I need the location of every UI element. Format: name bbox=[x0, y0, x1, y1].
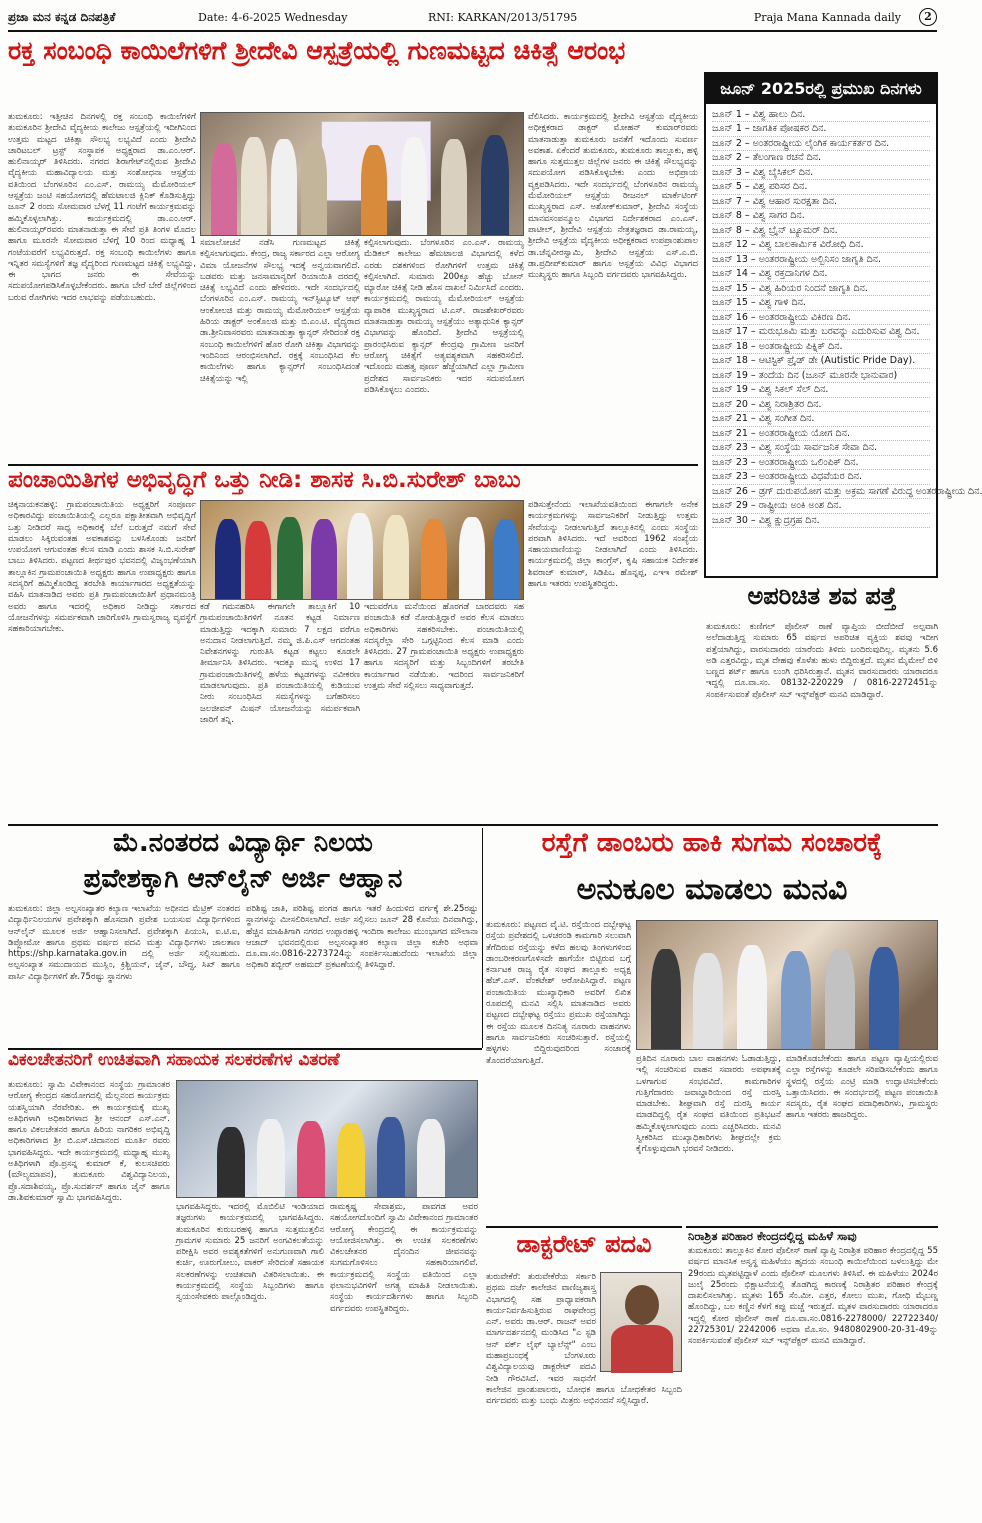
june-day-item: ಜೂನ್ 30 – ವಿಶ್ವ ಕ್ಷುದ್ರಗ್ರಹ ದಿನ. bbox=[712, 514, 930, 528]
june-day-item: ಜೂನ್ 29 – ರಾಷ್ಟ್ರೀಯ ಅಂಕಿ ಅಂಶ ದಿನ. bbox=[712, 499, 930, 513]
june-day-item: ಜೂನ್ 1 – ಜಾಗತಿಕ ಪೋಷಕರ ದಿನ. bbox=[712, 122, 930, 136]
paper-name: Praja Mana Kannada daily bbox=[753, 10, 901, 24]
issue-date: Date: 4-6-2025 Wednesday bbox=[198, 10, 348, 24]
june-day-item: ಜೂನ್ 16 – ಅಂತರರಾಷ್ಟ್ರೀಯ ವಿಕಿರಣ ದಿನ. bbox=[712, 311, 930, 325]
divider bbox=[482, 828, 483, 1048]
june-day-item: ಜೂನ್ 12 – ವಿಶ್ವ ಬಾಲಕಾರ್ಮಿಕ ವಿರೋಧಿ ದಿನ. bbox=[712, 238, 930, 252]
story2-col4: ಪಡಿಸುತ್ತೇನೆಂದು ಇಲಾಖೆಯವತಿಯಿಂದ ಈಗಾಗಲೇ ಅನೇಕ ಕಾರ್ಯಕ್ರಮಗಳನ್ನು ಸಾರ್ವಜನಿಕರಿಗೆ ನೀಡುತ್ತಿದ್ದು ಉತ್ತಮ ಸೇವೆಯನ್ನು ನೀಡಲಾಗುತ್ತಿದೆ ತಾಲ್ಲೂಕಿನಲ್ಲಿ ಎಂದು ಸಂಸ್ಥೆಯ ಪರವಾಗಿ ತಿಳಿಸಿದರು. ಇದೆ ಅವರಿಂದ 1962 ಸಂಖ್ಯೆಯ ಸಹಾಯವಾಣಿಯನ್ನು ನೀಡಲಾಗಿದೆ ಎಂದು ತಿಳಿಸಿದರು. ಕಾರ್ಯಕ್ರಮದಲ್ಲಿ ಜಿಲ್ಲಾ ಕಾಂಗ್ರೆಸ್, ಕೃಷಿ ಸಹಾಯಕ ನಿರ್ದೇಶಕ ಶಿವರಾಜ್ ಕುಮಾರ್, ಸಿಡಿಪಿಒ ಹೊನ್ನಪ್ಪ, ಎಇಇ ರಮೇಶ್ ಹಾಗೂ ಇತರರು ಉಪಸ್ಥಿತರಿದ್ದರು. bbox=[528, 500, 698, 590]
june-day-item: ಜೂನ್ 2 – ಅಂತರರಾಷ್ಟ್ರೀಯ ಲೈಂಗಿಕ ಕಾರ್ಯಕರ್ತರ ದಿನ. bbox=[712, 137, 930, 151]
story4-col1: ತುಮಕೂರು: ಜಿಲ್ಲಾ ಅಲ್ಪಸಂಖ್ಯಾತರ ಕಲ್ಯಾಣ ಇಲಾಖೆಯ ಅಧೀನದ ಮೆಟ್ರಿಕ್ ನಂತರದ ವಿದ್ಯಾರ್ಥಿನಿಲಯಗಳ ಪ್ರವೇಶಕ್ಕಾಗಿ ಹೊಸದಾಗಿ ಪ್ರವೇಶ ಬಯಸುವ ವಿದ್ಯಾರ್ಥಿಗಳಿಂದ ಆನ್‌ಲೈನ್ ಮೂಲಕ ಅರ್ಜಿ ಆಹ್ವಾನಿಸಲಾಗಿದೆ. ಪ್ರವೇಶಕ್ಕಾಗಿ ಪಿಯುಸಿ, ಐ.ಟಿ.ಐ, ಡಿಪ್ಲೋಮೋ ಹಾಗೂ ಪ್ರಥಮ ವರ್ಷದ ಪದವಿ ಮತ್ತು ವಿದ್ಯಾರ್ಥಿಗಳು ಜಾಲತಾಣ https://shp.karnataka.gov.in ದಲ್ಲಿ ಅರ್ಜಿ ಸಲ್ಲಿಸಬಹುದು. ಅಲ್ಪಸಂಖ್ಯಾತ ಸಮುದಾಯದ ಮುಸ್ಲಿಂ, ಕ್ರಿಶ್ಚಿಯನ್, ಜೈನ್, ಬೌದ್ಧ, ಸಿಖ್ ಹಾಗೂ ಪಾರ್ಸಿ ವಿದ್ಯಾರ್ಥಿಗಳಿಗೆ ಶೇ.75ರಷ್ಟು ಸ್ಥಾನಗಳು bbox=[8, 904, 240, 982]
june-day-item: ಜೂನ್ 20 – ವಿಶ್ವ ನಿರಾಶ್ರಿತರ ದಿನ. bbox=[712, 398, 930, 412]
june-day-item: ಜೂನ್ 18 – ಆಟಿಸ್ಟಿಕ್ ಪ್ರೈಡ್ ಡೇ (Autistic Pride Day). bbox=[712, 354, 930, 368]
story1-col4: ವೆಲಿಸಿದರು. ಕಾರ್ಯಕ್ರಮದಲ್ಲಿ ಶ್ರೀದೇವಿ ಆಸ್ಪತ್ರೆಯ ವೈದ್ಯಕೀಯ ಅಧೀಕ್ಷಕರಾದ ಡಾಕ್ಟರ್ ಮೋಹನ್ ಕುಮಾರ್‌ರವರು ಮಾತನಾಡುತ್ತಾ ತುಮಕೂರು ಜನತೆಗೆ ಇದೊಂದು ಸುವರ್ಣ ಅವಕಾಶ. ಏಕೆಂದರೆ ತುಮಕೂರು, ತುಮಕೂರು ತಾಲ್ಲೂಕು, ಹಳ್ಳಿ ಹಾಗೂ ಸುತ್ತಮುತ್ತಲ ಜಿಲ್ಲೆಗಳ ಜನರು ಈ ಚಿಕಿತ್ಸೆ ಸೌಲಭ್ಯವನ್ನು ಸದುಪಯೋಗ ಪಡಿಸಿಕೊಳ್ಳಬೇಕು ಎಂದು ಅಭಿಪ್ರಾಯ ವ್ಯಕ್ತಪಡಿಸಿದರು. ಇದೇ ಸಂದರ್ಭದಲ್ಲಿ ಬೆಂಗಳೂರಿನ ರಾಮಯ್ಯ ಮೆಮೋರಿಯಲ್ ಆಸ್ಪತ್ರೆಯ ರೀಜನಲ್ ಮಾರ್ಕೆಟಿಂಗ್ ಮುಖ್ಯಸ್ಥರಾದ ಎಸ್. ಅಶೋಕ್‌ಕುಮಾರ್, ಶ್ರೀದೇವಿ ಸಂಸ್ಥೆಯ ಮಾನವಸಂಪನ್ಮೂಲ ವಿಭಾಗದ ನಿರ್ದೇಶಕರಾದ ಎಂ.ಎಸ್. ಪಾಟೀಲ್, ಶ್ರೀದೇವಿ ಆಸ್ಪತ್ರೆಯ ನೇತ್ರತಜ್ಞರಾದ ಡಾ.ರಾಮಯ್ಯ, ಶ್ರೀದೇವಿ ಆಸ್ಪತ್ರೆಯ ವೈದ್ಯಕೀಯ ಅಧೀಕ್ಷಕರಾದ ಉಪಪ್ರಾಂಶುಪಾಲ ಡಾ.ಚೆನ್ನವೀರಸ್ವಾಮಿ, ಶ್ರೀದೇವಿ ಆಸ್ಪತ್ರೆಯ ಎಸ್.ಎ.ಬಿ. ಡಾ.ಪ್ರದೀಪ್‌ಕುಮಾರ್ ಹಾಗೂ ಆಸ್ಪತ್ರೆಯ ವಿವಿಧ ವಿಭಾಗದ ಮುಖ್ಯಸ್ಥರು ಹಾಗೂ ಸಿಬ್ಬಂದಿ ವರ್ಗದವರು ಭಾಗವಹಿಸಿದ್ದರು. bbox=[528, 112, 698, 281]
story6-col2: ಭಾಗವಹಿಸಿದ್ದರು. ಇದರಲ್ಲಿ ಮೊಬಿಲಿಟಿ ಇಂಡಿಯಾದ ತಜ್ಞರುಗಳು ಕಾರ್ಯಕ್ರಮದಲ್ಲಿ ಭಾಗವಹಿಸಿದ್ದರು. ತುಮಕೂರಿನ ಕುರುಬರಹಳ್ಳಿ ಹಾಗೂ ಸುತ್ತಮುತ್ತಲಿನ ಗ್ರಾಮಗಳ ಸುಮಾರು 25 ಜನರಿಗೆ ಅಂಗವಿಕಲತೆಯನ್ನು ಪರೀಕ್ಷಿಸಿ ಅವರ ಅವಶ್ಯಕತೆಗಳಿಗೆ ಅನುಗುಣವಾಗಿ ಗಾಲಿ ಕುರ್ಚಿ, ಊರುಗೋಲು, ವಾಕರ್ ಸೇರಿದಂತೆ ಸಹಾಯಕ ಸಲಕರಣೆಗಳನ್ನು ಉಚಿತವಾಗಿ ವಿತರಿಸಲಾಯಿತು. ಈ ಕಾರ್ಯಕ್ರಮದಲ್ಲಿ ಸಂಸ್ಥೆಯ ಸಿಬ್ಬಂದಿಗಳು ಹಾಗೂ ಸ್ವಯಂಸೇವಕರು ಪಾಲ್ಗೊಂಡಿದ್ದರು. bbox=[176, 1202, 324, 1303]
story8-headline: ಡಾಕ್ಟರೇಟ್ ಪದವಿ bbox=[516, 1230, 652, 1258]
story6-headline: ವಿಕಲಚೇತನರಿಗೆ ಉಚಿತವಾಗಿ ಸಹಾಯಕ ಸಲಕರಣೆಗಳ ವಿತರಣೆ bbox=[8, 1050, 340, 1070]
june-day-item: ಜೂನ್ 26 – ಡ್ರಗ್ ದುರುಪಯೋಗ ಮತ್ತು ಅಕ್ರಮ ಸಾಗಣೆ ವಿರುದ್ಧ ಅಂತರರಾಷ್ಟ್ರೀಯ ದಿನ. bbox=[712, 485, 930, 499]
june-day-item: ಜೂನ್ 17 – ಮರುಭೂಮಿ ಮತ್ತು ಬರವನ್ನು ಎದುರಿಸುವ ವಿಶ್ವ ದಿನ. bbox=[712, 325, 930, 339]
masthead: ಪ್ರಜಾ ಮನ ಕನ್ನಡ ದಿನಪತ್ರಿಕೆ bbox=[8, 9, 116, 24]
june-day-item: ಜೂನ್ 15 – ವಿಶ್ವ ಗಾಳಿ ದಿನ. bbox=[712, 296, 930, 310]
story5-photo bbox=[636, 920, 938, 1050]
story4-col2: ಪರಿಶಿಷ್ಟ ಜಾತಿ, ಪರಿಶಿಷ್ಟ ಪಂಗಡ ಹಾಗೂ ಇತರೆ ಹಿಂದುಳಿದ ವರ್ಗಕ್ಕೆ ಶೇ.25ರಷ್ಟು ಸ್ಥಾನಗಳನ್ನು ಮೀಸಲಿರಿಸಲಾಗಿದೆ. ಅರ್ಜಿ ಸಲ್ಲಿಸಲು ಜೂನ್ 28 ಕೊನೆಯ ದಿನವಾಗಿದ್ದು, ಹೆಚ್ಚಿನ ಮಾಹಿತಿಗಾಗಿ ನಗರದ ಉಪ್ಪಾರಹಳ್ಳಿ ಇಂದಿರಾ ಕಾಲೇಜು ಮುಂಭಾಗದ ಮೌಲಾನಾ ಆಜಾದ್ ಭವನದಲ್ಲಿರುವ ಅಲ್ಪಸಂಖ್ಯಾತರ ಕಲ್ಯಾಣ ಜಿಲ್ಲಾ ಕಚೇರಿ ಅಥವಾ ದೂ.ವಾ.ಸಂ.0816-2273724ನ್ನು ಸಂಪರ್ಕಿಸಬಹುದೆಂದು ಇಲಾಖೆಯ ಜಿಲ್ಲಾ ಅಧಿಕಾರಿ ಶಬ್ಬೀರ್ ಅಹಮದ್ ಪ್ರಕಟಣೆಯಲ್ಲಿ ತಿಳಿಸಿದ್ದಾರೆ. bbox=[246, 904, 478, 971]
story6-photo bbox=[176, 1080, 478, 1198]
june-day-item: ಜೂನ್ 1 – ವಿಶ್ವ ಹಾಲು ದಿನ. bbox=[712, 108, 930, 122]
june-day-item: ಜೂನ್ 18 – ಅಂತರಾಷ್ಟ್ರೀಯ ಪಿಕ್ನಿಕ್ ದಿನ. bbox=[712, 340, 930, 354]
june-day-item: ಜೂನ್ 21 – ಅಂತರರಾಷ್ಟ್ರೀಯ ಯೋಗ ದಿನ. bbox=[712, 427, 930, 441]
june-days-box bbox=[704, 72, 982, 578]
story5-col1: ತುಮಕೂರು: ಪಟ್ಟಣದ ವೈ.ಟಿ. ರಸ್ತೆಯಿಂದ ದಬ್ಬೇಘಟ್ಟ ರಸ್ತೆಯ ಪ್ರವೇಶದಲ್ಲಿ ಒಳಚರಂಡಿ ಕಾಮಗಾರಿ ಸಲುವಾಗಿ ತೆಗೆದಿರುವ ರಸ್ತೆಯನ್ನು ಕಳೆದ ಹಲವು ತಿಂಗಳುಗಳಿಂದ ಡಾಂಬರೀಕರಣಗೊಳಿಸದೇ ಹಾಗೆಯೇ ಬಿಟ್ಟಿರುವ ಬಗ್ಗೆ ಕರ್ನಾಟಕ ರಾಜ್ಯ ರೈತ ಸಂಘದ ತಾಲ್ಲೂಕು ಅಧ್ಯಕ್ಷ ಹೆಚ್.ಎಸ್. ವೆಂಕಟೇಶ್ ಆರೋಪಿಸಿದ್ದಾರೆ. ಪಟ್ಟಣ ಪಂಚಾಯಿತಿಯ ಮುಖ್ಯಾಧಿಕಾರಿ ಅವರಿಗೆ ಲಿಖಿತ ರೂಪದಲ್ಲಿ ಮನವಿ ಸಲ್ಲಿಸಿ ಮಾತನಾಡಿದ ಅವರು ಪಟ್ಟಣದ ದಬ್ಬೇಘಟ್ಟ ರಸ್ತೆಯು ಪ್ರಮುಖ ರಸ್ತೆಯಾಗಿದ್ದು ಈ ರಸ್ತೆಯ ಮೂಲಕ ದಿನನಿತ್ಯ ನೂರಾರು ವಾಹನಗಳು ಹಾಗೂ ಸಾರ್ವಜನಿಕರು ಸಂಚರಿಸುತ್ತಾರೆ. ರಸ್ತೆಯಲ್ಲಿ ಹಳ್ಳಗಳು ಬಿದ್ದಿರುವುದರಿಂದ ಸಂಚಾರಕ್ಕೆ ತೊಂದರೆಯಾಗುತ್ತಿದೆ. bbox=[486, 920, 631, 1066]
divider bbox=[8, 464, 698, 466]
story5-col3: ಮಾಡಿಕೊಡಬೇಕೆಂದು ಹಾಗೂ ಪಟ್ಟಣ ವ್ಯಾಪ್ತಿಯಲ್ಲಿರುವ ಎಲ್ಲಾ ರಸ್ತೆಗಳನ್ನು ಕೂಡಲೇ ಸರಿಪಡಿಸಬೇಕೆಂದು ಹಾಗೂ ಸ್ಥಳದಲ್ಲಿ ರಸ್ತೆಯ ಎಂಟ್ರಿ ಮಾಡಿ ಉದ್ಘಾಟಿಸಬೇಕೆಂದು ಒತ್ತಾಯಿಸಿದರು. ಈ ಸಂದರ್ಭದಲ್ಲಿ ಪಟ್ಟಣ ಪಂಚಾಯಿತಿ ಸದಸ್ಯರು, ರೈತ ಸಂಘದ ಪದಾಧಿಕಾರಿಗಳು, ಗ್ರಾಮಸ್ಥರು ಹಾಗೂ ಇತರರು ಹಾಜರಿದ್ದರು. bbox=[786, 1054, 938, 1121]
june-day-item: ಜೂನ್ 13 – ಅಂತರರಾಷ್ಟ್ರೀಯ ಅಲ್ಬಿನಿಸಂ ಜಾಗೃತಿ ದಿನ. bbox=[712, 253, 930, 267]
story5-col2: ಪ್ರತಿದಿನ ನೂರಾರು ಬಾಲ ವಾಹನಗಳು ಓಡಾಡುತ್ತಿದ್ದು, ಇಲ್ಲಿ ಸಂಚರಿಸುವ ವಾಹನ ಸವಾರರು ಅಪಘಾತಕ್ಕೆ ಒಳಗಾಗುವ ಸಂಭವವಿದೆ. ಕಾಮಗಾರಿಗಳ ಗುತ್ತಿಗೆದಾರರು ಜವಾಬ್ದಾರಿಯಿಂದ ರಸ್ತೆ ದುರಸ್ತಿ ಮಾಡಬೇಕು. ಶೀಘ್ರವಾಗಿ ರಸ್ತೆ ದುರಸ್ತಿ ಕಾರ್ಯ ಮಾಡದಿದ್ದಲ್ಲಿ ರೈತ ಸಂಘದ ವತಿಯಿಂದ ಪ್ರತಿಭಟನೆ ಹಮ್ಮಿಕೊಳ್ಳಲಾಗುವುದು ಎಂದು ಎಚ್ಚರಿಸಿದರು. ಮನವಿ ಸ್ವೀಕರಿಸಿದ ಮುಖ್ಯಾಧಿಕಾರಿಗಳು ಶೀಘ್ರದಲ್ಲೇ ಕ್ರಮ ಕೈಗೊಳ್ಳುವುದಾಗಿ ಭರವಸೆ ನೀಡಿದರು. bbox=[636, 1054, 781, 1155]
story4-headline-line1: ಮೆ.ನಂತರದ ವಿದ್ಯಾರ್ಥಿ ನಿಲಯ bbox=[113, 828, 373, 858]
story7-body: ತುಮಕೂರು: ತಾಲ್ಲೂಕಿನ ಕೋರ ಪೊಲೀಸ್ ಠಾಣೆ ವ್ಯಾಪ್ತಿ ನಿರಾಶ್ರಿತ ಪರಿಹಾರ ಕೇಂದ್ರದಲ್ಲಿದ್ದ 55 ವರ್ಷದ ಮಾನಸಿಕ ಅಸ್ವಸ್ಥ ಮಹಿಳೆಯು ಹೃದಯ ಸಂಬಂಧಿ ಕಾಯಿಲೆಯಿಂದ ಬಳಲುತ್ತಿದ್ದು ಮೇ 29ರಂದು ಮೃತಪಟ್ಟಿದ್ದಾಳೆ ಎಂದು ಪೊಲೀಸ್ ಮೂಲಗಳು ತಿಳಿಸಿವೆ. ಈ ಮಹಿಳೆಯು 2024ರ ಜುಲೈ 25ರಂದು ಭಿಕ್ಷಾಟನೆಯಲ್ಲಿ ತೊಡಗಿದ್ದ ಕಾರಣಕ್ಕೆ ನಿರಾಶ್ರಿತರ ಪರಿಹಾರ ಕೇಂದ್ರಕ್ಕೆ ದಾಖಲಿಸಲಾಗಿತ್ತು. ಮೃತಳು 165 ಸೆಂ.ಮೀ. ಎತ್ತರ, ಕೋಲು ಮುಖ, ಗೋಧಿ ಮೈಬಣ್ಣ ಹೊಂದಿದ್ದು, ಬಲ ಕಣ್ಣಿನ ಕೆಳಗೆ ಕಪ್ಪು ಮಚ್ಚೆ ಇರುತ್ತದೆ. ಮೃತಳ ವಾರಸುದಾರರು ಯಾರಾದರೂ ಇದ್ದಲ್ಲಿ ಕೋರ ಪೊಲೀಸ್ ಠಾಣೆ ದೂ.ವಾ.ಸಂ.0816-2278000/ 22722340/ 22725301/ 2242006 ಅಥವಾ ಮೊ.ಸಂ. 9480802900-20-31-49ನ್ನು ಸಂಪರ್ಕಿಸುವಂತೆ ಪೊಲೀಸ್ ಸಬ್ ಇನ್ಸ್‌ಪೆಕ್ಟರ್ ಮನವಿ ಮಾಡಿದ್ದಾರೆ. bbox=[688, 1246, 938, 1347]
june-day-item: ಜೂನ್ 8 – ವಿಶ್ವ ಸಾಗರ ದಿನ. bbox=[712, 209, 930, 223]
story2-headline: ಪಂಚಾಯಿತಿಗಳ ಅಭಿವೃದ್ಧಿಗೆ ಒತ್ತು ನೀಡಿ: ಶಾಸಕ ಸಿ.ಬಿ.ಸುರೇಶ್ ಬಾಬು bbox=[8, 467, 521, 493]
story2-col2: ಕಡೆ ಗಮನಹರಿಸಿ ಈಗಾಗಲೇ ತಾಲ್ಲೂಕಿಗೆ 10 ಗ್ರಾಮಪಂಚಾಯಿತಿಗಳಿಗೆ ನೂತನ ಕಟ್ಟಡ ನಿರ್ಮಾಣ ಮಾಡುತ್ತಿದ್ದು ಇದಕ್ಕಾಗಿ ಸುಮಾರು 7 ಲಕ್ಷದ ವರೆಗೂ ಅನುದಾನ ನೀಡಲಾಗುತ್ತಿದೆ. ನಮ್ಮ ಜಿ.ಪಿ.ಎಸ್ ಆಗದಂತಹ ನಿವೇಶನಗಳನ್ನು ಗುರುತಿಸಿ ಕಟ್ಟಡ ಕಟ್ಟಲು ಕೂಡಲೇ ತೀರ್ಮಾನಿಸಿ ತಿಳಿಸಿದರು. ಇದಕ್ಕೂ ಮುನ್ನ ಉಳಿದ 17 ಗ್ರಾಮಪಂಚಾಯಿತಿಗಳಲ್ಲಿ ಹಳೆಯ ಕಟ್ಟಡಗಳನ್ನು ನವೀಕರಣ ಮಾಡಲಾಗುವುದು. ಪ್ರತಿ ಪಂಚಾಯಿತಿಯಲ್ಲಿ ಕುಡಿಯುವ ನೀರು ಸಂಬಂಧಿಸಿದ ಸಮಸ್ಯೆಗಳನ್ನು ಬಗೆಹರಿಸಲು ಜಲಜೀವನ್ ಮಿಷನ್ ಯೋಜನೆಯನ್ನು ಸಮರ್ಪಕವಾಗಿ ಜಾರಿಗೆ ತನ್ನಿ. bbox=[200, 602, 360, 725]
june-day-item: ಜೂನ್ 23 – ಅಂತರರಾಷ್ಟ್ರೀಯ ಒಲಿಂಪಿಕ್ ದಿನ. bbox=[712, 456, 930, 470]
story3-body: ತುಮಕೂರು: ಕುಣಿಗಲ್ ಪೊಲೀಸ್ ಠಾಣೆ ವ್ಯಾಪ್ತಿಯ ಬೀದೆಬೀದೆ ಅಲ್ಪವಾಗಿ ಅಲೆದಾಡುತ್ತಿದ್ದ ಸುಮಾರು 65 ವರ್ಷದ ಅಪರಿಚಿತ ವ್ಯಕ್ತಿಯ ಶವವು ಇದೀಗ ಪತ್ತೆಯಾಗಿದ್ದು, ವಾರಸುದಾರರು ಯಾರೆಂದು ತಿಳಿದು ಬಂದಿರುವುದಿಲ್ಲ. ಮೃತನು 5.6 ಅಡಿ ಎತ್ತರವಿದ್ದು, ಮೃತ ದೇಹವು ಕೊಳೆತು ಹುಳು ಬಿದ್ದಿರುತ್ತದೆ. ಮೃತನ ಮೈಮೇಲೆ ಬಿಳಿ ಬಣ್ಣದ ಶರ್ಟ್ ಹಾಗೂ ಲುಂಗಿ ಧರಿಸಿರುತ್ತಾನೆ. ಮೃತನ ವಾರಸುದಾರರು ಯಾರಾದರೂ ಇದ್ದಲ್ಲಿ ದೂ.ವಾ.ಸಂ. 08132-220229 / 0816-2272451ನ್ನು ಸಂಪರ್ಕಿಸುವಂತೆ ಪೊಲೀಸ್ ಸಬ್ ಇನ್ಸ್‌ಪೆಕ್ಟರ್ ಮನವಿ ಮಾಡಿದ್ದಾರೆ. bbox=[706, 622, 938, 700]
story8-body: ತುರುವೇಕೆರೆ: ತುರುವೇಕೆರೆಯ ಸರ್ಕಾರಿ ಪ್ರಥಮ ದರ್ಜೆ ಕಾಲೇಜಿನ ವಾಣಿಜ್ಯಶಾಸ್ತ್ರ ವಿಭಾಗದಲ್ಲಿ ಸಹ ಪ್ರಾಧ್ಯಾಪಕರಾಗಿ ಕಾರ್ಯನಿರ್ವಹಿಸುತ್ತಿರುವ ರಾಘವೇಂದ್ರ ಎನ್. ಅವರು ಡಾ.ಆರ್. ರಾಜನ್ ಅವರ ಮಾರ್ಗದರ್ಶನದಲ್ಲಿ ಮಂಡಿಸಿದ "ಎ ಸ್ಟಡಿ ಆನ್ ವರ್ಕ್ ಲೈಫ್ ಬ್ಯಾಲೆನ್ಸ್" ಎಂಬ ಮಹಾಪ್ರಬಂಧಕ್ಕೆ ಬೆಂಗಳೂರು ವಿಶ್ವವಿದ್ಯಾಲಯವು ಡಾಕ್ಟರೇಟ್ ಪದವಿ ನೀಡಿ ಗೌರವಿಸಿದೆ. ಇವರ ಸಾಧನೆಗೆ ಕಾಲೇಜಿನ ಪ್ರಾಂಶುಪಾಲರು, ಬೋಧಕ ಹಾಗೂ ಬೋಧಕೇತರ ಸಿಬ್ಬಂದಿ ವರ್ಗದವರು ಮತ್ತು ಬಂಧು ಮಿತ್ರರು ಅಭಿನಂದನೆ ಸಲ್ಲಿಸಿದ್ದಾರೆ. bbox=[486, 1272, 682, 1407]
june-day-item: ಜೂನ್ 23 – ಅಂತರರಾಷ್ಟ್ರೀಯ ವಿಧವೆಯರ ದಿನ. bbox=[712, 470, 930, 484]
story1-col1: ತುಮಕೂರು: ಇತ್ತೀಚಿನ ದಿನಗಳಲ್ಲಿ ರಕ್ತ ಸಂಬಂಧಿ ಕಾಯಿಲೆಗಳಿಗೆ ತುಮಕೂರಿನ ಶ್ರೀದೇವಿ ವೈದ್ಯಕೀಯ ಕಾಲೇಜು ಆಸ್ಪತ್ರೆಯಲ್ಲಿ ಇದೀಗಿನಿಂದ ಉತ್ತಮ ಮಟ್ಟದ ಚಿಕಿತ್ಸಾ ಸೌಲಭ್ಯ ಲಭ್ಯವಿದೆ ಎಂದು ಶ್ರೀದೇವಿ ಚಾರಿಟಬಲ್ ಟ್ರಸ್ಟ್ ಸಂಸ್ಥಾಪಕ ಅಧ್ಯಕ್ಷರಾದ ಡಾ.ಎಂ.ಆರ್. ಹುಲಿನಾಯ್ಕರ್ ತಿಳಿಸಿದರು. ನಗರದ ಶಿರಾಗೇಟ್‌ನಲ್ಲಿರುವ ಶ್ರೀದೇವಿ ವೈದ್ಯಕೀಯ ಮಹಾವಿದ್ಯಾಲಯ ಮತ್ತು ಸಂಶೋಧನಾ ಆಸ್ಪತ್ರೆಯ ವತಿಯಿಂದ ಬೆಂಗಳೂರಿನ ಎಂ.ಎಸ್. ರಾಮಯ್ಯ ಮೆಮೋರಿಯಲ್ ಆಸ್ಪತ್ರೆಯ ಜಂಟಿ ಸಹಯೋಗದಲ್ಲಿ ಹೆಮಟಾಲಜಿ ಕ್ಲಿನಿಕ್ ಕೊಡಿಸುತ್ತಿದ್ದು ಜೂನ್ 2 ರಂದು ಸೋಮವಾರ ಬೆಳಗ್ಗೆ 11 ಗಂಟೆಗೆ ಕಾರ್ಯಕ್ರಮವನ್ನು ಹಮ್ಮಿಕೊಳ್ಳಲಾಗಿತ್ತು. ಕಾರ್ಯಕ್ರಮದಲ್ಲಿ ಡಾ.ಎಂ.ಆರ್. ಹುಲಿನಾಯ್ಕರ್‌ರವರು ಮಾತನಾಡುತ್ತಾ ಈ ಸೇವೆ ಪ್ರತಿ ತಿಂಗಳ ಮೊದಲ ಹಾಗೂ ಮೂರನೇ ಸೋಮವಾರ ಬೆಳಿಗ್ಗೆ 10 ರಿಂದ ಮಧ್ಯಾಹ್ನ 1 ಗಂಟೆಯವರೆಗೆ ಲಭ್ಯವಿರುತ್ತದೆ. ರಕ್ತ ಸಂಬಂಧಿ ಕಾಯಿಲೆಗಳು ಹಾಗೂ ಇನ್ನಿತರ ಸಮಸ್ಯೆಗಳಿಗೆ ತಜ್ಞ ವೈದ್ಯರಿಂದ ಗುಣಮಟ್ಟದ ಚಿಕಿತ್ಸೆ ಲಭ್ಯವಿದ್ದು, ಈ ಭಾಗದ ಜನರು ಈ ಸೇವೆಯನ್ನು ಸದುಪಯೋಗಪಡಿಸಿಕೊಳ್ಳಬೇಕೆಂದರು. ಹಾಗೂ ಬೇರೆ ಬೇರೆ ಜಿಲ್ಲೆಗಳಿಂದ ಬರುವ ರೋಗಿಗಳು ಇದರ ಲಾಭವನ್ನು ಪಡೆಯಬಹುದು. bbox=[8, 112, 196, 303]
story5-headline-line1: ರಸ್ತೆಗೆ ಡಾಂಬರು ಹಾಕಿ ಸುಗಮ ಸಂಚಾರಕ್ಕೆ bbox=[541, 828, 883, 858]
june-day-item: ಜೂನ್ 21 – ವಿಶ್ವ ಸಂಗೀತ ದಿನ. bbox=[712, 412, 930, 426]
june-day-item: ಜೂನ್ 14 – ವಿಶ್ವ ರಕ್ತದಾನಿಗಳ ದಿನ. bbox=[712, 267, 930, 281]
story3-headline: ಅಪರಿಚಿತ ಶವ ಪತ್ತೆ bbox=[747, 582, 897, 610]
june-day-item: ಜೂನ್ 8 – ವಿಶ್ವ ಬ್ರೈನ್ ಟ್ಯೂಮರ್ ದಿನ. bbox=[712, 224, 930, 238]
story7-headline: ನಿರಾಶ್ರಿತ ಪರಿಹಾರ ಕೇಂದ್ರದಲ್ಲಿದ್ದ ಮಹಿಳೆ ಸಾವು bbox=[688, 1229, 857, 1243]
story1-col3: ಕಲ್ಪಿಸಲಾಗುವುದು. ಬೆಂಗಳೂರಿನ ಎಂ.ಎಸ್. ರಾಮಯ್ಯ ಮೆಡಿಕಲ್ ಕಾಲೇಜು ಹೆಮಟಾಲಜಿ ವಿಭಾಗದಲ್ಲಿ ಕಳೆದ ಎರಡು ದಶಕಗಳಿಂದ ರೋಗಿಗಳಿಗೆ ಉತ್ತಮ ಚಿಕಿತ್ಸೆ ಕಲ್ಪಿಸಲಾಗಿದೆ. ಸುಮಾರು 200ಕ್ಕೂ ಹೆಚ್ಚು ಬೋನ್ ಮ್ಯಾರೋ ಚಿಕಿತ್ಸೆ ನೀಡಿ ಹೊಸ ದಾಖಲೆ ನಿರ್ಮಿಸಿದೆ ಎಂದರು. ಕಾರ್ಯಕ್ರಮದಲ್ಲಿ ರಾಮಯ್ಯ ಮೆಮೋರಿಯಲ್ ಆಸ್ಪತ್ರೆಯ ವ್ಯಾಪಾರಿಕ ಮುಖ್ಯಸ್ಥರಾದ ಟಿ.ಎಸ್. ರಾಜಶೇಖರ್‌ರವರು ಮಾತನಾಡುತ್ತಾ ರಾಮಯ್ಯ ಆಸ್ಪತ್ರೆಯು ಅತ್ಯಾಧುನಿಕ ಕ್ಯಾನ್ಸರ್ ವಿಭಾಗವನ್ನು ಹೊಂದಿದೆ. ಶ್ರೀದೇವಿ ಆಸ್ಪತ್ರೆಯಲ್ಲಿ ಪ್ರಾರಂಭಿಸಿರುವ ಕ್ಯಾನ್ಸರ್ ಕೇಂದ್ರವು ಗ್ರಾಮೀಣ ಜನರಿಗೆ ಆರೋಗ್ಯ ಚಿಕಿತ್ಸೆಗೆ ಅತ್ಯವಶ್ಯಕವಾಗಿ ಸಹಕರಿಸಲಿದೆ. ಇದೊಂದು ಮಹತ್ವ ಪೂರ್ಣ ಹೆಜ್ಜೆಯಾಗಿದೆ ಎಲ್ಲಾ ಗ್ರಾಮೀಣ ಪ್ರದೇಶದ ಸಾರ್ವಜನಿಕರು ಇದರ ಸದುಪಯೋಗ ಪಡಿಸಿಕೊಳ್ಳಲು ಎಂದರು. bbox=[364, 238, 524, 395]
story6-col3: ರಾಮಕೃಷ್ಣ ಸೇವಾಶ್ರಮ, ಪಾವಗಡ ಅವರ ಸಹಯೋಗದೊಂದಿಗೆ ಸ್ವಾಮಿ ವಿವೇಕಾನಂದ ಗ್ರಾಮಾಂತರ ಆರೋಗ್ಯ ಕೇಂದ್ರದಲ್ಲಿ ಈ ಕಾರ್ಯಕ್ರಮವನ್ನು ಆಯೋಜಿಸಲಾಗಿತ್ತು. ಈ ಉಚಿತ ಸಲಕರಣೆಗಳು ವಿಕಲಚೇತನರ ದೈನಂದಿನ ಜೀವನವನ್ನು ಸುಗಮಗೊಳಿಸಲು ಸಹಕಾರಿಯಾಗಲಿವೆ. ಕಾರ್ಯಕ್ರಮದಲ್ಲಿ ಸಂಸ್ಥೆಯ ವತಿಯಿಂದ ಎಲ್ಲಾ ಫಲಾನುಭವಿಗಳಿಗೆ ಅಗತ್ಯ ಮಾಹಿತಿ ನೀಡಲಾಯಿತು. ಸಂಸ್ಥೆಯ ಕಾರ್ಯದರ್ಶಿಗಳು ಹಾಗೂ ಸಿಬ್ಬಂದಿ ವರ್ಗದವರು ಉಪಸ್ಥಿತರಿದ್ದರು. bbox=[330, 1202, 478, 1314]
page-header bbox=[8, 4, 937, 32]
divider bbox=[486, 1226, 682, 1228]
june-day-item: ಜೂನ್ 19 – ವಿಶ್ವ ಸಿಕಲ್ ಸೆಲ್ ದಿನ. bbox=[712, 383, 930, 397]
june-day-item: ಜೂನ್ 2 – ತೆಲಂಗಾಣ ರಚನೆ ದಿನ. bbox=[712, 151, 930, 165]
story2-col1: ಚಿಕ್ಕನಾಯಕನಹಳ್ಳಿ: ಗ್ರಾಮಪಂಚಾಯಿತಿಯ ಅಧ್ಯಕ್ಷರಿಗೆ ಸಂಪೂರ್ಣ ಅಧಿಕಾರವಿದ್ದು ಪಂಚಾಯಿತಿಯಲ್ಲಿ ಎಲ್ಲರೂ ಪಕ್ಷಾತೀತವಾಗಿ ಅಭಿವೃದ್ಧಿಗೆ ಒತ್ತು ನೀಡಿದರೆ ಸಾಧ್ಯ ಅಧಿಕಾರಕ್ಕೆ ಬೆಲೆ ಬರುತ್ತದೆ ನಮಗೆ ಸೇವೆ ಮಾಡಲು ಸಿಕ್ಕಿರುವಂತಹ ಅವಕಾಶವನ್ನು ಬಳಸಿಕೊಂಡು ಜನರಿಗೆ ಉಪಯೋಗ ಆಗುವಂತಹ ಕೆಲಸ ಮಾಡಿ ಎಂದು ಶಾಸಕ ಸಿ.ಬಿ.ಸುರೇಶ್ ಬಾಬು ತಿಳಿಸಿದರು. ಪಟ್ಟಣದ ತೀರ್ಥಪುರ ಭವನದಲ್ಲಿ ವಿಜೃಂಭಣೆಯಾಗಿ ತಾಲ್ಲೂಕಿನ ಗ್ರಾಮಪಂಚಾಯಿತಿ ಅಧ್ಯಕ್ಷರು ಹಾಗೂ ಉಪಾಧ್ಯಕ್ಷರು ಹಾಗೂ ಸದಸ್ಯರಿಗೆ ಹಮ್ಮಿಕೊಂಡಿದ್ದ ತರಬೇತಿ ಕಾರ್ಯಾಗಾರದ ಅಧ್ಯಕ್ಷತೆಯನ್ನು ವಹಿಸಿ ಮಾತನಾಡಿದ ಅವರು ಪ್ರತಿ ಗ್ರಾಮಪಂಚಾಯಿತಿಗೆ ಪ್ರಧಾನಮಂತ್ರಿ ಅವರು ಹಾಗೂ ಇದರಲ್ಲಿ ಅಧಿಕಾರ ನೀಡಿದ್ದು ಸರ್ಕಾರದ ಯೋಜನೆಗಳನ್ನು ಸಮರ್ಪಕವಾಗಿ ಜಾರಿಗೊಳಿಸಿ ಗ್ರಾಮಸ್ವರಾಜ್ಯ ವ್ಯವಸ್ಥೆಗೆ ಸಹಕಾರಿಯಾಗಬೇಕು. bbox=[8, 500, 196, 635]
story6-col1: ತುಮಕೂರು: ಸ್ವಾಮಿ ವಿವೇಕಾನಂದ ಸಂಸ್ಥೆಯ ಗ್ರಾಮಾಂತರ ಆರೋಗ್ಯ ಕೇಂದ್ರದ ಸಹಯೋಗದಲ್ಲಿ ಮೆಲ್ಲನಂದ ಕಾರ್ಯಕ್ರಮ ಯಶಸ್ವಿಯಾಗಿ ನೆರವೇರಿತು. ಈ ಕಾರ್ಯಕ್ರಮಕ್ಕೆ ಮುಖ್ಯ ಅತಿಥಿಗಳಾಗಿ ಅಧಿಕಾರಿಗಳಾದ ಶ್ರೀ ಆನಂದ್ ಎಸ್.ಎನ್. ಹಾಗೂ ವಿಕಲಚೇತನರ ಹಾಗೂ ಹಿರಿಯ ನಾಗರಿಕರ ಅಭಿವೃದ್ಧಿ ಅಧಿಕಾರಿಗಳಾದ ಶ್ರೀ ಬಿ.ಎಸ್.ಚಿದಾನಂದ ಮೂರ್ತಿ ರವರು ಭಾಗವಹಿಸಿದ್ದರು. ಇದೇ ಕಾರ್ಯಕ್ರಮದಲ್ಲಿ ಮಧ್ಯಾಹ್ನ ಮುಖ್ಯ ಅತಿಥಿಗಳಾಗಿ ಪೊ.ಪ್ರಸನ್ನ ಕುಮಾರ್ ಕೆ, ಕುಲಸಚಿವರು (ಮೌಲ್ಯಮಾಪನ), ತುಮಕೂರು ವಿಶ್ವವಿದ್ಯಾನಿಲಯ, ಪ್ರೊ.ಸದಾಶಿವಯ್ಯ, ಪ್ರೊ.ಸುದರ್ಶನ್ ಹಾಗೂ ಜೈನ್ ಹಾಗೂ ಡಾ.ಶಿವಕುಮಾರ್ ಸ್ವಾಮಿ ಭಾಗವಹಿಸಿದ್ದರು. bbox=[8, 1080, 170, 1203]
june-day-item: ಜೂನ್ 7 – ವಿಶ್ವ ಆಹಾರ ಸುರಕ್ಷತಾ ದಿನ. bbox=[712, 195, 930, 209]
june-days-title: ಜೂನ್ 2025ರಲ್ಲಿ ಪ್ರಮುಖ ದಿನಗಳು bbox=[706, 74, 936, 104]
story2-col3: ಇದುವರೆಗೂ ಮನೆಯಿಂದ ಹೊರಗಡೆ ಬಾರದವರು ಸಹ ಪಂಚಾಯಿತಿ ಕಡೆ ನೋಡುತ್ತಿದ್ದಾರೆ ಅವರ ಕೆಲಸ ಮಾಡಲು ಅಧಿಕಾರಿಗಳು ಸಹಕರಿಸಬೇಕು. ಪಂಚಾಯಿತಿಯಲ್ಲಿ ಸದಸ್ಯರೆಲ್ಲಾ ಸೇರಿ ಒಗ್ಗಟ್ಟಿನಿಂದ ಕೆಲಸ ಮಾಡಿ ಎಂದು ತಿಳಿಸಿದರು. 27 ಗ್ರಾಮಪಂಚಾಯಿತಿ ಅಧ್ಯಕ್ಷರು ಉಪಾಧ್ಯಕ್ಷರು ಹಾಗೂ ಸದಸ್ಯರಿಗೆ ಮತ್ತು ಸಿಬ್ಬಂದಿಗಳಿಗೆ ತರಬೇತಿ ಕಾರ್ಯಾಗಾರ ನಡೆಯಿತು. ಇದರಿಂದ ಸಾರ್ವಜನಿಕರಿಗೆ ಉತ್ತಮ ಸೇವೆ ಸಲ್ಲಿಸಲು ಸಾಧ್ಯವಾಗುತ್ತದೆ. bbox=[364, 602, 524, 692]
june-day-item: ಜೂನ್ 23 – ವಿಶ್ವ ಸಂಸ್ಥೆಯ ಸಾರ್ವಜನಿಕ ಸೇವಾ ದಿನ. bbox=[712, 441, 930, 455]
story2-photo bbox=[200, 500, 524, 600]
june-day-item: ಜೂನ್ 19 – ತಂದೆಯ ದಿನ (ಜೂನ್ ಮೂರನೇ ಭಾನುವಾರ) bbox=[712, 369, 930, 383]
divider bbox=[686, 1226, 938, 1228]
story4-headline-line2: ಪ್ರವೇಶಕ್ಕಾಗಿ ಆನ್‌ಲೈನ್ ಅರ್ಜಿ ಆಹ್ವಾನ bbox=[83, 864, 403, 894]
divider bbox=[8, 824, 938, 826]
story5-headline-line2: ಅನುಕೂಲ ಮಾಡಲು ಮನವಿ bbox=[576, 872, 848, 907]
june-day-item: ಜೂನ್ 3 – ವಿಶ್ವ ಬೈಸಿಕಲ್ ದಿನ. bbox=[712, 166, 930, 180]
rni-number: RNI: KARKAN/2013/51795 bbox=[428, 10, 578, 24]
june-day-item: ಜೂನ್ 15 – ವಿಶ್ವ ಹಿರಿಯರ ನಿಂದನೆ ಜಾಗೃತಿ ದಿನ. bbox=[712, 282, 930, 296]
story1-photo bbox=[200, 112, 524, 236]
june-days-list bbox=[706, 104, 982, 532]
june-day-item: ಜೂನ್ 5 – ವಿಶ್ವ ಪರಿಸರ ದಿನ. bbox=[712, 180, 930, 194]
page-number: 2 bbox=[919, 8, 937, 26]
story1-headline: ರಕ್ತ ಸಂಬಂಧಿ ಕಾಯಿಲೆಗಳಿಗೆ ಶ್ರೀದೇವಿ ಆಸ್ಪತ್ರೆಯಲ್ಲಿ ಗುಣಮಟ್ಟದ ಚಿಕಿತ್ಸೆ ಆರಂಭ bbox=[8, 36, 626, 65]
story1-col2: ಸಮಾಲೋಚನೆ ನಡೆಸಿ ಗುಣಮಟ್ಟದ ಚಿಕಿತ್ಸೆ ಕಲ್ಪಿಸಲಾಗುವುದು. ಕೇಂದ್ರ, ರಾಜ್ಯ ಸರ್ಕಾರದ ಎಲ್ಲಾ ಆರೋಗ್ಯ ವಿಮಾ ಯೋಜನೆಗಳ ಸೌಲಭ್ಯ ಇದಕ್ಕೆ ಅನ್ವಯವಾಗಲಿದೆ. ಬಡವರು ಮತ್ತು ಜನಸಾಮಾನ್ಯರಿಗೆ ರಿಯಾಯಿತಿ ದರದಲ್ಲಿ ಚಿಕಿತ್ಸೆ ಲಭ್ಯವಿದೆ ಎಂದು ಹೇಳಿದರು. ಇದೇ ಸಂದರ್ಭದಲ್ಲಿ ಬೆಂಗಳೂರಿನ ಎಂ.ಎಸ್. ರಾಮಯ್ಯ ಇನ್‌ಸ್ಟಿಟ್ಯೂಟ್ ಆಫ್ ಆಂಕೋಲಜಿ ಮತ್ತು ರಾಮಯ್ಯ ಮೆಮೋರಿಯಲ್ ಆಸ್ಪತ್ರೆಯ ಹಿರಿಯ ಡಾಕ್ಟರ್ ಅಂಕೊಲಜಿ ಮತ್ತು ಬಿ.ಎಂ.ಟಿ. ವೈದ್ಯರಾದ ಡಾ.ಶ್ರೀನಿವಾಸರವರು ಮಾತನಾಡುತ್ತಾ ಕ್ಯಾನ್ಸರ್ ಸೇರಿದಂತೆ ರಕ್ತ ಸಂಬಂಧಿ ಕಾಯಿಲೆಗಳಿಗೆ ಹೊರ ರೋಗಿ ಚಿಕಿತ್ಸಾ ವಿಭಾಗವನ್ನು ಇಂದಿನಿಂದ ಆರಂಭಿಸಲಾಗಿದೆ. ರಕ್ತಕ್ಕೆ ಸಂಬಂಧಿಸಿದ ಕೆಲ ಕಾಯಿಲೆಗಳು ಹಾಗೂ ಕ್ಯಾನ್ಸರ್‌ಗೆ ಸಂಬಂಧಿಸಿದಂತೆ ಚಿಕಿತ್ಸೆಯನ್ನು ಇಲ್ಲಿ bbox=[200, 238, 360, 384]
